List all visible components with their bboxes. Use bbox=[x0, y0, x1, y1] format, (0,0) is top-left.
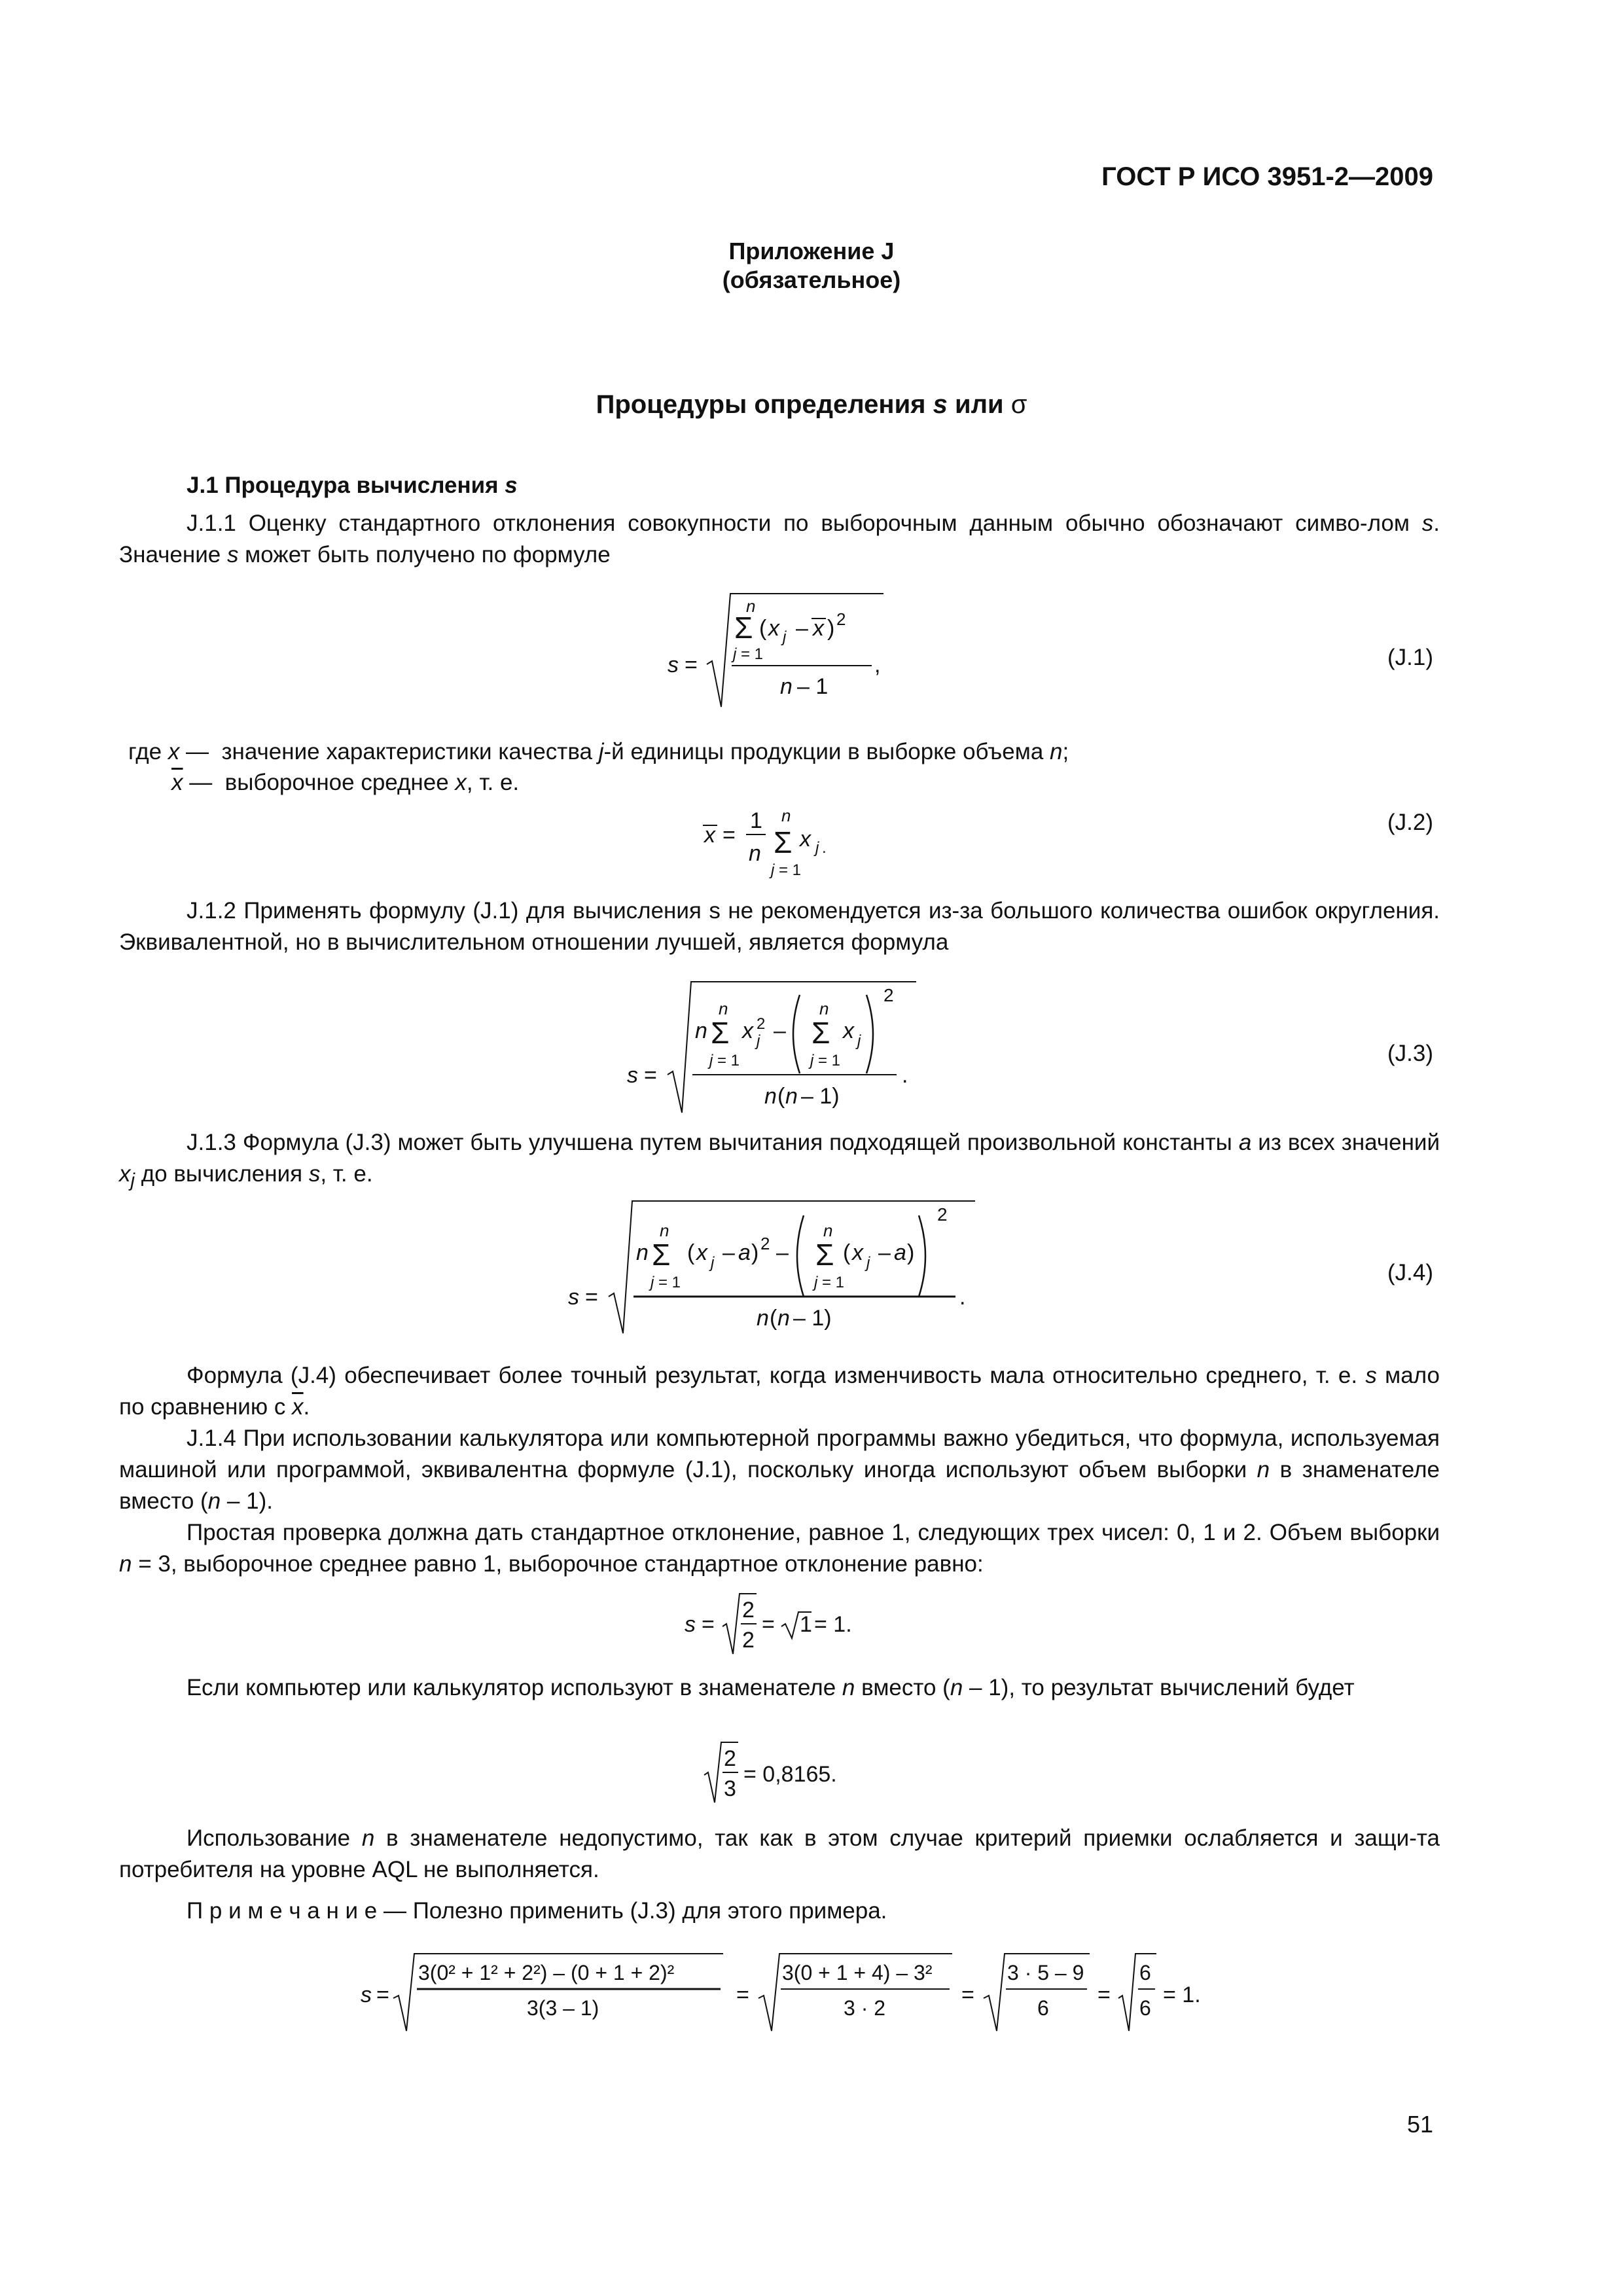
svg-text:3(0² + 1² + 2²) – (0 + 1 + 2)²: 3(0² + 1² + 2²) – (0 + 1 + 2)² bbox=[418, 1961, 675, 1984]
svg-text:Σ: Σ bbox=[815, 1238, 834, 1272]
svg-text:n: n bbox=[695, 1018, 707, 1043]
svg-text:a: a bbox=[894, 1240, 906, 1265]
svg-text:n: n bbox=[819, 999, 829, 1018]
svg-text:3 · 2: 3 · 2 bbox=[844, 1996, 886, 2020]
svg-text:= 1.: = 1. bbox=[814, 1612, 852, 1637]
svg-text:(: ( bbox=[687, 1240, 695, 1265]
svg-text:– 1): – 1) bbox=[801, 1084, 840, 1109]
svg-text:6: 6 bbox=[1037, 1996, 1049, 2020]
svg-text:n: n bbox=[660, 1221, 669, 1240]
svg-text:=: = bbox=[736, 1982, 749, 2007]
svg-text:= 1: = 1 bbox=[818, 1052, 841, 1069]
svg-text:– 1): – 1) bbox=[793, 1306, 832, 1331]
equation-note-calc bbox=[357, 1947, 1273, 2045]
svg-text:= 1: = 1 bbox=[779, 861, 802, 879]
svg-text:): ) bbox=[751, 1240, 759, 1265]
svg-text:j: j bbox=[651, 1274, 654, 1291]
svg-text:=: = bbox=[961, 1982, 974, 2007]
paragraph-not-allowed: Использование n в знаменателе недопустимо, так как в этом случае критерий приемки ослабляется и защи-та потребителя на уровне AQL не выполняется. bbox=[119, 1825, 1440, 1882]
svg-text:= 1: = 1 bbox=[741, 645, 764, 663]
svg-text:=: = bbox=[585, 1285, 598, 1310]
svg-text:n: n bbox=[777, 1306, 790, 1331]
svg-text:j: j bbox=[771, 861, 775, 879]
equation-j1 bbox=[661, 586, 936, 717]
svg-text:j: j bbox=[709, 1052, 713, 1069]
paragraph-j13: J.1.3 Формула (J.3) может быть улучшена путем вычитания подходящей произвольной константы a из всех значений $x_j$ до вычисления s, т. е. bbox=[119, 1130, 1440, 1191]
svg-text:= 1: = 1 bbox=[822, 1274, 845, 1291]
svg-text:=: = bbox=[685, 653, 698, 677]
svg-text:s: s bbox=[361, 1982, 372, 2007]
sub-heading: J.1 Процедура вычисления s bbox=[187, 473, 518, 498]
document-standard-header: ГОСТ Р ИСО 3951-2—2009 bbox=[1101, 162, 1433, 191]
equation-j3-label: (J.3) bbox=[1387, 1041, 1433, 1066]
svg-text:x: x bbox=[696, 1240, 707, 1265]
svg-text:– 1: – 1 bbox=[797, 674, 829, 699]
equation-j4 bbox=[563, 1194, 1008, 1338]
svg-text:s: s bbox=[668, 653, 679, 677]
svg-text:–: – bbox=[796, 616, 808, 641]
svg-text:Σ: Σ bbox=[652, 1238, 671, 1272]
svg-text:3: 3 bbox=[724, 1776, 736, 1801]
svg-text:= 1: = 1 bbox=[658, 1274, 681, 1291]
svg-text:j: j bbox=[783, 628, 787, 646]
svg-text:Σ: Σ bbox=[812, 1016, 830, 1050]
svg-text:s: s bbox=[627, 1063, 638, 1088]
svg-text:–: – bbox=[776, 1240, 789, 1265]
svg-text:(: ( bbox=[777, 1084, 785, 1109]
svg-text:n: n bbox=[719, 999, 728, 1018]
svg-text:–: – bbox=[774, 1018, 786, 1043]
svg-text:a: a bbox=[738, 1240, 751, 1265]
svg-text:): ) bbox=[827, 616, 835, 641]
svg-text:x: x bbox=[704, 823, 715, 848]
svg-text:j: j bbox=[810, 1052, 814, 1069]
svg-text:3(3 – 1): 3(3 – 1) bbox=[527, 1996, 599, 2020]
svg-text:2: 2 bbox=[836, 609, 846, 629]
svg-text:n: n bbox=[749, 841, 761, 866]
annex-title: Приложение J bbox=[728, 238, 895, 264]
svg-text:j: j bbox=[866, 1254, 870, 1272]
svg-text:): ) bbox=[907, 1240, 915, 1265]
equation-j4-label: (J.4) bbox=[1387, 1260, 1433, 1285]
svg-text:,: , bbox=[874, 653, 881, 677]
svg-text:x: x bbox=[800, 827, 811, 852]
svg-text:n: n bbox=[757, 1306, 769, 1331]
svg-text:6: 6 bbox=[1139, 1996, 1151, 2020]
svg-text:j: j bbox=[814, 1274, 818, 1291]
svg-text:s: s bbox=[685, 1612, 696, 1637]
paragraph-simple-check: Простая проверка должна дать стандартное отклонение, равное 1, следующих трех чисел: 0, 1 и 2. Объем выборки n = 3, выборочное среднее равно 1, выборочное стандартное отклонение равно: bbox=[119, 1520, 1440, 1577]
svg-text:2: 2 bbox=[742, 1628, 755, 1653]
svg-text:= 1.: = 1. bbox=[1163, 1982, 1201, 2007]
svg-text:.: . bbox=[959, 1285, 966, 1310]
svg-text:–: – bbox=[878, 1240, 891, 1265]
svg-text:x: x bbox=[852, 1240, 863, 1265]
svg-text:(: ( bbox=[843, 1240, 851, 1265]
svg-text:1: 1 bbox=[750, 808, 762, 833]
svg-text:Σ: Σ bbox=[774, 825, 793, 859]
svg-text:2: 2 bbox=[757, 1015, 766, 1033]
svg-text:n: n bbox=[785, 1084, 798, 1109]
svg-text:s: s bbox=[568, 1285, 579, 1310]
paragraph-j12: J.1.2 Применять формулу (J.1) для вычисления s не рекомендуется из-за большого количества ошибок округления. Эквивалентной, но в вычислительном отношении лучшей, является формула bbox=[119, 898, 1440, 955]
svg-text:n: n bbox=[636, 1240, 649, 1265]
svg-text:n: n bbox=[764, 1084, 777, 1109]
svg-text:3(0 + 1 + 4) – 3²: 3(0 + 1 + 4) – 3² bbox=[782, 1961, 933, 1984]
svg-text:Σ: Σ bbox=[711, 1016, 730, 1050]
svg-text:x: x bbox=[768, 616, 779, 641]
paragraph-j4-note: Формула (J.4) обеспечивает более точный результат, когда изменчивость мала относительно среднего, т. е. s мало по сравнению с $\overline{x}$. bbox=[119, 1363, 1440, 1420]
svg-text:2: 2 bbox=[742, 1598, 755, 1623]
svg-text:j: j bbox=[857, 1032, 861, 1050]
equation-check bbox=[681, 1587, 890, 1666]
svg-text:=: = bbox=[702, 1612, 715, 1637]
svg-text:j: j bbox=[757, 1032, 760, 1050]
annex-subtitle: (обязательное) bbox=[722, 266, 901, 293]
where-line-2: $\overline{x}$ — выборочное среднее x, т. е. bbox=[171, 770, 520, 795]
svg-text:Σ: Σ bbox=[734, 611, 753, 645]
svg-text:–: – bbox=[722, 1240, 735, 1265]
page-number: 51 bbox=[1406, 2111, 1433, 2138]
equation-j3 bbox=[622, 975, 949, 1119]
svg-text:x: x bbox=[742, 1018, 753, 1043]
section-title: Процедуры определения s или σ bbox=[596, 390, 1027, 419]
svg-text:n: n bbox=[781, 806, 791, 825]
svg-text:x: x bbox=[843, 1018, 854, 1043]
svg-text:6: 6 bbox=[1139, 1961, 1151, 1984]
paragraph-j11: J.1.1 Оценку стандартного отклонения совокупности по выборочным данным обычно обозначают симво-лом s. Значение s может быть получено по формуле bbox=[119, 511, 1440, 567]
svg-text:=: = bbox=[644, 1063, 657, 1088]
equation-j1-label: (J.1) bbox=[1387, 645, 1433, 670]
paragraph-wrong-denominator: Если компьютер или калькулятор используют в знаменателе n вместо (n – 1), то результат вычислений будет bbox=[187, 1675, 1355, 1700]
note: П р и м е ч а н и е — Полезно применить (J.3) для этого примера. bbox=[187, 1898, 887, 1924]
svg-text:n: n bbox=[746, 596, 756, 616]
paragraph-j14: J.1.4 При использовании калькулятора или компьютерной программы важно убедиться, что формула, используемая машиной или программой, эквивалентна формуле (J.1), поскольку иногда используют объем выборки n в знаменателе вместо (n – 1). bbox=[119, 1426, 1440, 1514]
svg-text:=: = bbox=[1097, 1982, 1111, 2007]
svg-text:(: ( bbox=[770, 1306, 777, 1331]
svg-text:(: ( bbox=[759, 616, 767, 641]
svg-text:n: n bbox=[780, 674, 793, 699]
svg-text:1: 1 bbox=[800, 1612, 812, 1637]
svg-text:.: . bbox=[822, 839, 827, 857]
svg-text:2: 2 bbox=[937, 1204, 948, 1225]
svg-text:3 · 5 – 9: 3 · 5 – 9 bbox=[1007, 1961, 1084, 1984]
svg-text:n: n bbox=[823, 1221, 833, 1240]
svg-text:2: 2 bbox=[760, 1234, 770, 1253]
svg-text:j: j bbox=[711, 1254, 715, 1272]
svg-text:=: = bbox=[722, 823, 736, 848]
svg-text:= 1: = 1 bbox=[717, 1052, 740, 1069]
svg-text:2: 2 bbox=[883, 985, 894, 1005]
svg-text:.: . bbox=[902, 1063, 908, 1088]
svg-text:x: x bbox=[813, 616, 824, 641]
svg-text:j: j bbox=[733, 645, 737, 663]
svg-text:2: 2 bbox=[724, 1746, 736, 1771]
where-line-1: где x — значение характеристики качества j-й единицы продукции в выборке объема n; bbox=[128, 739, 1069, 764]
svg-text:=: = bbox=[376, 1982, 389, 2007]
equation-j2 bbox=[700, 795, 897, 887]
svg-text:=: = bbox=[762, 1612, 775, 1637]
equation-j2-label: (J.2) bbox=[1387, 810, 1433, 835]
equation-wrong bbox=[700, 1734, 857, 1813]
svg-text:j: j bbox=[815, 839, 819, 857]
equation-wrong-result: = 0,8165. bbox=[743, 1762, 837, 1787]
